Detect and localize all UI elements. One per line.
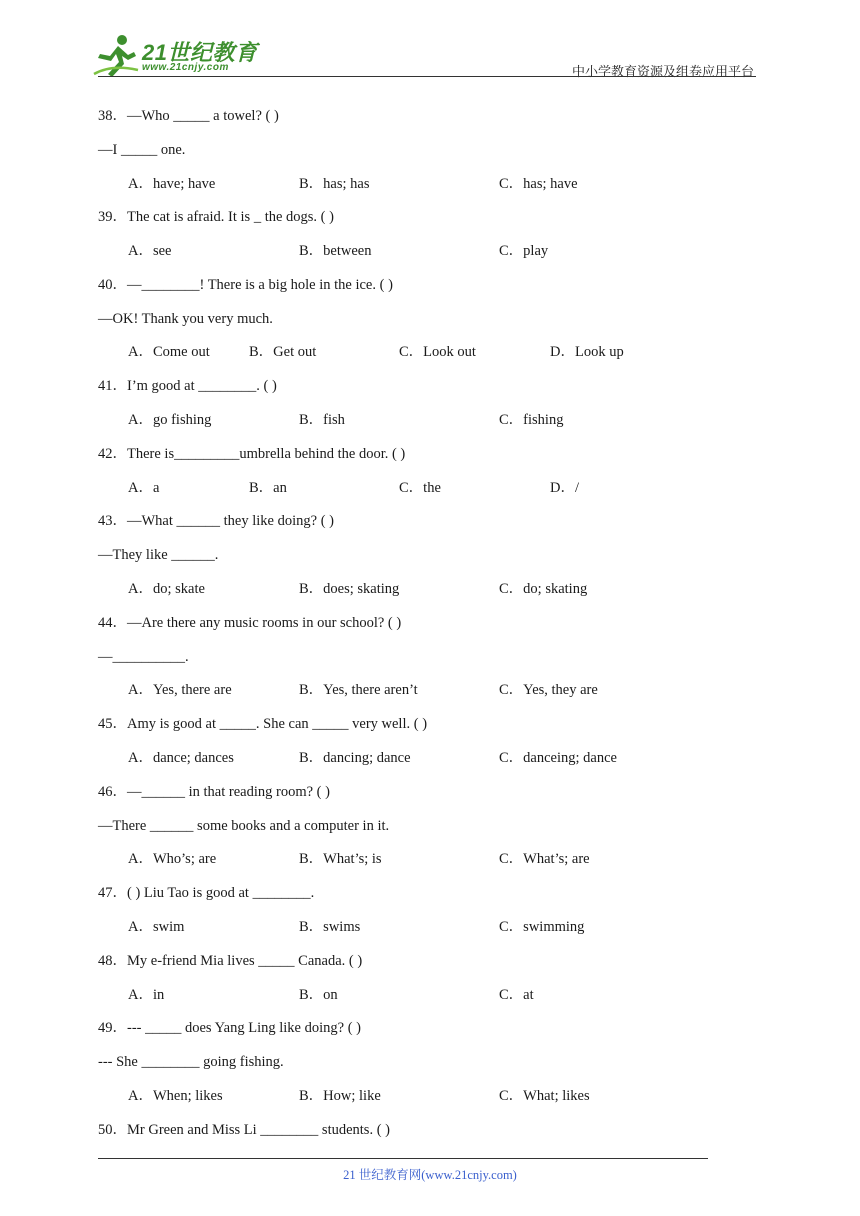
option-b: B．dancing; dance — [299, 750, 411, 766]
option-a: A．go fishing — [128, 412, 212, 428]
question-stem: 38．—Who _____ a towel? ( ) — [98, 108, 279, 124]
option-b: B．has; has — [299, 176, 370, 192]
option-c: C．What’s; are — [499, 851, 590, 867]
option-c: C．at — [499, 987, 534, 1003]
question-stem: 43．—What ______ they like doing? ( ) — [98, 513, 334, 529]
header-divider — [98, 76, 756, 77]
question-stem: 47．( ) Liu Tao is good at ________. — [98, 885, 315, 901]
question-stem: 40．—________! There is a big hole in the ice. ( ) — [98, 277, 393, 293]
question-stem: 46．—______ in that reading room? ( ) — [98, 784, 330, 800]
option-b: B．What’s; is — [299, 851, 382, 867]
question-stem: 44．—Are there any music rooms in our school? ( ) — [98, 615, 402, 631]
option-b: B．on — [299, 987, 338, 1003]
brand-name: 21世纪教育 — [142, 40, 258, 65]
option-b: B．an — [249, 480, 287, 496]
option-c: C．Yes, they are — [499, 682, 598, 698]
option-b: B．How; like — [299, 1088, 381, 1104]
option-c: C．has; have — [499, 176, 578, 192]
option-a: A．a — [128, 480, 160, 496]
question-stem: 39．The cat is afraid. It is _ the dogs. ( ) — [98, 209, 334, 225]
option-c: C．play — [499, 243, 549, 259]
option-a: A．see — [128, 243, 172, 259]
question-sub: —They like ______. — [98, 547, 219, 563]
option-c: C．the — [399, 480, 441, 496]
question-sub: —There ______ some books and a computer in it. — [98, 818, 390, 834]
option-c: C．What; likes — [499, 1088, 590, 1104]
question-stem: 49．--- _____ does Yang Ling like doing? ( ) — [98, 1020, 361, 1036]
option-a: A．Who’s; are — [128, 851, 217, 867]
page-header — [0, 0, 860, 80]
option-a: A．swim — [128, 919, 185, 935]
question-stem: 48．My e-friend Mia lives _____ Canada. ( ) — [98, 953, 363, 969]
logo — [92, 34, 262, 78]
page-footer: 21 世纪教育网(www.21cnjy.com) — [343, 1168, 517, 1182]
question-stem: 41．I’m good at ________. ( ) — [98, 378, 277, 394]
option-c: C．Look out — [399, 344, 476, 360]
question-sub: —OK! Thank you very much. — [98, 311, 273, 327]
option-b: B．does; skating — [299, 581, 400, 597]
option-a: A．do; skate — [128, 581, 205, 597]
header-tagline: 中小学教育资源及组卷应用平台 — [571, 65, 754, 80]
option-a: A．in — [128, 987, 165, 1003]
option-a: A．dance; dances — [128, 750, 234, 766]
option-a: A．When; likes — [128, 1088, 223, 1104]
option-a: A．have; have — [128, 176, 216, 192]
question-stem: 45．Amy is good at _____. She can _____ very well. ( ) — [98, 716, 428, 732]
option-d: D．Look up — [550, 344, 624, 360]
runner-logo-icon — [92, 34, 140, 78]
question-stem: 50．Mr Green and Miss Li ________ students. ( ) — [98, 1122, 390, 1138]
question-sub: --- She ________ going fishing. — [98, 1054, 284, 1070]
option-a: A．Come out — [128, 344, 210, 360]
question-stem: 42．There is_________umbrella behind the door. ( ) — [98, 446, 406, 462]
brand-url: www.21cnjy.com — [142, 62, 229, 73]
option-a: A．Yes, there are — [128, 682, 232, 698]
option-c: C．do; skating — [499, 581, 588, 597]
option-c: C．fishing — [499, 412, 564, 428]
option-b: B．Yes, there aren’t — [299, 682, 418, 698]
option-b: B．fish — [299, 412, 345, 428]
footer-divider — [98, 1158, 708, 1159]
option-c: C．swimming — [499, 919, 585, 935]
option-c: C．danceing; dance — [499, 750, 617, 766]
option-b: B．between — [299, 243, 372, 259]
option-b: B．Get out — [249, 344, 317, 360]
question-sub: —__________. — [98, 649, 189, 665]
question-sub: —I _____ one. — [98, 142, 186, 158]
option-d: D．/ — [550, 480, 579, 496]
option-b: B．swims — [299, 919, 361, 935]
